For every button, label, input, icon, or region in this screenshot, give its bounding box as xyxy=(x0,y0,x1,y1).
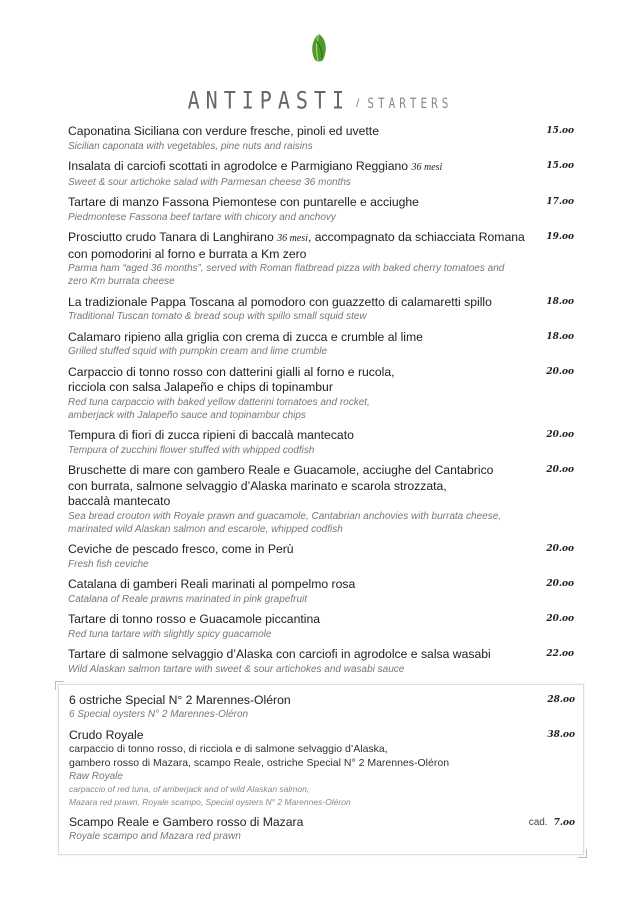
item-title: Ceviche de pescado fresco, come in Perù xyxy=(68,542,294,556)
item-title: Bruschette di mare con gambero Reale e Guacamole, acciughe del Cantabrico xyxy=(68,463,494,477)
item-translation: Catalana of Reale prawns marinated in pink grapefruit xyxy=(68,593,308,605)
menu-item xyxy=(68,295,574,324)
item-translation: Parma ham “aged 36 months”, served with Roman flatbread pizza with baked cherry tomatoes and zero Km burrata cheese xyxy=(68,263,505,287)
item-title: Carpaccio di tonno rosso con datterini gialli al forno e rucola, xyxy=(68,364,395,379)
item-title: Tempura di fiori di zucca ripieni di baccalà mantecato xyxy=(68,428,354,442)
section-heading xyxy=(0,85,640,115)
item-translation: Piedmontese Fassona beef tartare with chicory and anchovy xyxy=(68,211,336,223)
item-title: Tartare di salmone selvaggio d’Alaska con carciofi in agrodolce e salsa wasabi xyxy=(68,647,491,661)
heading-main: ANTIPASTI xyxy=(187,85,351,115)
menu-item xyxy=(68,330,574,359)
menu-item xyxy=(68,577,574,606)
item-price: 20.oo xyxy=(546,614,574,624)
item-title: Tartare di manzo Fassona Piemontese con puntarelle e acciughe xyxy=(68,195,419,209)
item-title: La tradizionale Pappa Toscana al pomodoro con guazzetto di calamaretti spillo xyxy=(68,294,492,309)
item-price: 18.oo xyxy=(546,296,574,307)
raw-bar-box xyxy=(58,684,584,855)
title-text: Insalata di carciofi scottati in agrodolce e Parmigiano Reggiano xyxy=(68,159,409,173)
item-title: con burrata, salmone selvaggio d’Alaska marinato e scarola strozzata, xyxy=(68,478,447,493)
item-title: 6 ostriche Special N° 2 Marennes-Oléron xyxy=(69,692,291,707)
item-translation: Red tuna tartare with slightly spicy guacamole xyxy=(68,628,272,640)
menu-item xyxy=(68,542,574,571)
menu-item xyxy=(69,815,575,844)
item-translation: Sweet & sour artichoke salad with Parmesan cheese 36 months xyxy=(68,176,351,188)
title-note: 36 mesi xyxy=(277,233,308,244)
item-price: 38.oo xyxy=(547,729,575,740)
item-title: Tartare di tonno rosso e Guacamole piccantina xyxy=(68,612,321,626)
menu-item xyxy=(68,159,574,189)
price-value: 7.oo xyxy=(553,817,575,828)
item-price: 28.oo xyxy=(547,694,575,705)
item-price: 19.oo xyxy=(546,232,574,242)
item-price: 20.oo xyxy=(546,430,574,440)
menu-item xyxy=(68,195,574,224)
item-price: 20.oo xyxy=(546,366,574,377)
price-prefix: cad. xyxy=(528,816,548,828)
heading-separator: / xyxy=(356,96,360,110)
item-translation: Wild Alaskan salmon tartare with sweet & sour artichokes and wasabi sauce xyxy=(68,663,405,675)
item-translation: Tempura of zucchini flower stuffed with whipped codfish xyxy=(68,444,315,456)
item-translation: amberjack with Jalapeño sauce and topinambur chips xyxy=(68,409,306,421)
item-price: 15.oo xyxy=(546,161,574,171)
item-translation: Red tuna carpaccio with baked yellow datterini tomatoes and rocket, xyxy=(68,396,370,408)
menu-item xyxy=(68,230,574,288)
item-title xyxy=(68,230,526,262)
item-translation: Raw Royale xyxy=(69,771,123,782)
item-title: ricciola con salsa Jalapeño e chips di topinambur xyxy=(68,380,333,394)
item-translation: Traditional Tuscan tomato & bread soup with spillo small squid stew xyxy=(68,311,367,322)
item-title: Calamaro ripieno alla griglia con crema di zucca e crumble al lime xyxy=(68,329,423,344)
item-description: gambero rosso di Mazara, scampo Reale, ostriche Special N° 2 Marennes-Oléron xyxy=(69,756,450,769)
item-price: 20.oo xyxy=(546,465,574,475)
title-text: Prosciutto crudo Tanara di Langhirano xyxy=(68,230,274,244)
menu-item xyxy=(69,728,575,809)
menu-item xyxy=(68,365,574,422)
item-price: 22.oo xyxy=(546,649,574,659)
item-translation: Sea bread crouton with Royale prawn and guacamole, Cantabrian anchovies with burrata cheese, xyxy=(68,510,502,522)
item-price: 15.oo xyxy=(546,126,574,136)
starters-list xyxy=(68,124,574,676)
item-translation: Fresh fish ceviche xyxy=(68,558,149,570)
item-title: Catalana di gamberi Reali marinati al pompelmo rosa xyxy=(68,577,356,591)
menu-item xyxy=(68,124,574,153)
menu-item xyxy=(68,428,574,457)
item-price: 20.oo xyxy=(546,544,574,554)
heading-sub: STARTERS xyxy=(367,95,453,112)
title-rest: , accompagnato da schiacciata Romana con pomodorini al forno e burrata a Km zero xyxy=(68,230,525,261)
title-note: 36 mesi xyxy=(411,162,443,173)
item-translation-description: Mazara red prawn, Royale scampo, Special oysters N° 2 Marennes-Oléron xyxy=(69,796,351,807)
item-translation: marinated wild Alaskan salmon and escarole, whipped codfish xyxy=(68,523,343,535)
item-translation: Grilled stuffed squid with pumpkin cream and lime crumble xyxy=(68,346,327,357)
item-price: 20.oo xyxy=(546,579,574,589)
item-title: baccalà mantecato xyxy=(68,494,171,508)
item-price xyxy=(529,817,575,828)
item-translation-description: carpaccio of red tuna, of amberjack and of wild Alaskan salmon, xyxy=(69,784,310,794)
item-title: Caponatina Siciliana con verdure fresche, pinoli ed uvette xyxy=(68,124,379,138)
item-title: Scampo Reale e Gambero rosso di Mazara xyxy=(69,814,304,829)
item-translation: 6 Special oysters N° 2 Marennes-Oléron xyxy=(69,709,249,720)
item-translation: Sicilian caponata with vegetables, pine nuts and raisins xyxy=(68,140,313,152)
menu-item xyxy=(68,612,574,641)
item-description: carpaccio di tonno rosso, di ricciola e di salmone selvaggio d’Alaska, xyxy=(69,743,388,755)
item-price: 18.oo xyxy=(546,331,574,342)
item-price: 17.oo xyxy=(546,197,574,207)
menu-item xyxy=(69,693,575,722)
raw-list xyxy=(69,693,575,844)
item-title: Crudo Royale xyxy=(69,727,144,742)
item-title xyxy=(68,159,526,176)
menu-item xyxy=(68,463,574,536)
item-translation: Royale scampo and Mazara red prawn xyxy=(69,831,241,842)
leaf-logo-icon xyxy=(310,33,328,63)
menu-item xyxy=(68,647,574,676)
